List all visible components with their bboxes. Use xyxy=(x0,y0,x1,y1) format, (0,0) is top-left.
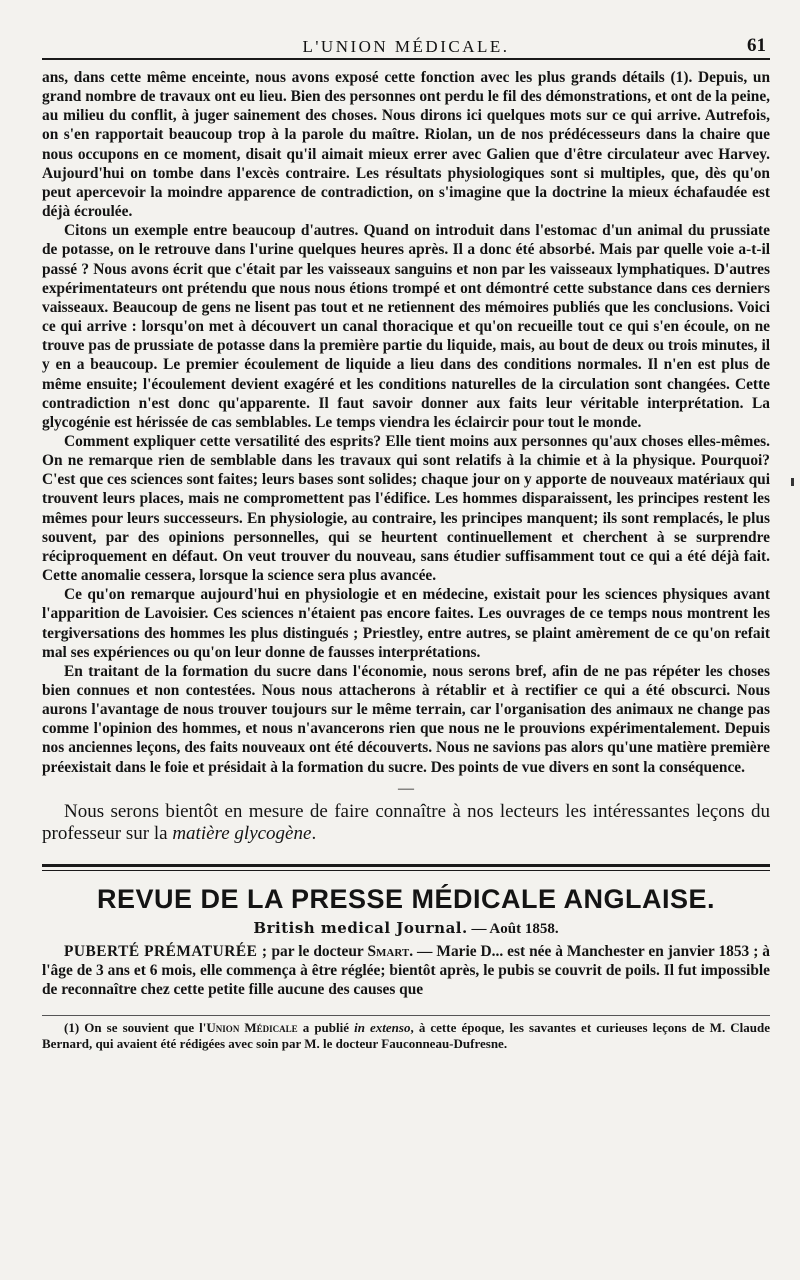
review-text: — Marie D... est née à Manchester en janvier 1853 ; à l'âge de 3 ans et 6 mois, elle commença à être réglée; bientôt après, le pubis se couvrit de poils. Il fut impossible de reconnaître chez cette petite fille aucune des causes que xyxy=(42,942,770,999)
review-lead: PUBERTÉ PRÉMATURÉE ; xyxy=(64,942,268,960)
margin-mark xyxy=(791,478,794,486)
editor-note-end: . xyxy=(311,822,317,844)
separator-dash: — xyxy=(398,779,414,797)
source-journal: British medical Journal. xyxy=(253,918,468,937)
editor-note-emphasis: matière glycogène xyxy=(172,822,312,844)
review-author: Smart. xyxy=(367,942,414,960)
footnote-rest: , à cette époque, les savantes et curieuses leçons de M. Claude Bernard, qui avaient été rédigées avec soin par M. le docteur Fauconneau-Dufresne. xyxy=(42,1019,771,1051)
section-rule xyxy=(42,864,770,871)
editor-note xyxy=(42,801,770,845)
paragraph-4: Ce qu'on remarque aujourd'hui en physiologie et en médecine, existait pour les sciences physiques avant l'apparition de Lavoisier. Ces sciences n'étaient pas encore faites. Les ouvrages de ce temps nous montrent les tergiversations des hommes les plus distingués ; Priestley, entre autres, se plaint amèrement de ce qu'on refait mal ses expériences ou qu'on leur donne de fausses interprétations. xyxy=(42,586,770,661)
footnote xyxy=(42,1015,770,1052)
paragraph-3: Comment expliquer cette versatilité des esprits? Elle tient moins aux personnes qu'aux choses elles-mêmes. On ne remarque rien de semblable dans les travaux qui sont relatifs à la chimie et à la physique. Pourquoi? C'est que ces sciences sont faites; leurs bases sont solides; chaque jour on y apporte de nouveaux matériaux qui trouvent leurs places, mais ne compromettent pas l'édifice. Les hommes disparaissent, les principes restent les mêmes pour leurs successeurs. En physiologie, au contraire, les principes manquent; ils sont remplacés, le plus souvent, par des opinions personnelles, qui se heurtent continuellement et cherchent à se surprendre réciproquement en défaut. On veut trouver du nouveau, sans étudier suffisamment tout ce qui a été déjà fait. Cette anomalie cessera, lorsque la science sera plus avancée. xyxy=(42,432,770,585)
article-body xyxy=(42,68,770,777)
running-header xyxy=(42,0,770,60)
review-by: par le docteur xyxy=(267,942,368,960)
paragraph-2: Citons un exemple entre beaucoup d'autres. Quand on introduit dans l'estomac d'un animal du prussiate de potasse, on le retrouve dans l'urine quelques heures après. Il a donc été absorbé. Mais par quelle voie a-t-il passé ? Nous avons écrit que c'était par les vaisseaux sanguins et non par les vaisseaux lymphatiques. D'autres expérimentateurs ont prétendu que nous nous étions trompé et ont démontré cette substance dans ces derniers vaisseaux. Beaucoup de gens ne lisent pas tout et ne retiennent des mémoires publiés que les conclusions. Voici ce qui arrive : lorsqu'on met à découvert un canal thoracique et qu'on recueille tout ce qui s'en écoule, on ne trouve pas de prussiate de potasse dans la première partie du liquide, mais, au bout de deux ou trois minutes, il y en a beaucoup. Le premier écoulement de liquide a lieu dans des conditions normales. Il n'en est plus de même ensuite; l'écoulement devient exagéré et les conditions naturelles de la circulation sont changées. Cette contradiction n'est donc qu'apparente. Il faut savoir donner aux faits leur véritable interprétation. La glycogénie est hérissée de cas semblables. Le temps viendra les éclaircir pour tout le monde. xyxy=(42,222,770,431)
footnote-prefix: (1) On se souvient que l' xyxy=(64,1019,207,1035)
footnote-emphasis: in extenso xyxy=(354,1019,411,1035)
paragraph-1: ans, dans cette même enceinte, nous avons exposé cette fonction avec les plus grands détails (1). Depuis, un grand nombre de travaux ont eu lieu. Bien des personnes ont perdu le fil des démonstrations, et ont de la peine, au milieu du conflit, à juger sainement des choses. Nous dirons ici quelques mots sur ce qui arrive. Autrefois, on s'en rapportait beaucoup trop à la parole du maître. Riolan, un de nos prédécesseurs dans la chaire que nous occupons en ce moment, disait qu'il aimait mieux errer avec Galien que d'être circulateur avec Harvey. Aujourd'hui on tombe dans l'excès contraire. Les résultats physiologiques sont si multiples, que, dès qu'on peut apercevoir la moindre apparence de contradiction, on s'imagine que la doctrine la mieux échafaudée est déjà écroulée. xyxy=(42,69,770,221)
editor-note-text: Nous serons bientôt en mesure de faire connaître à nos lecteurs les intéressantes leçons du professeur sur la xyxy=(42,800,770,844)
running-title: L'UNION MÉDICALE. xyxy=(302,37,510,56)
footnote-journal: Union Médicale xyxy=(206,1019,298,1035)
review-paragraph xyxy=(42,942,770,1000)
paragraph-5: En traitant de la formation du sucre dans l'économie, nous serons bref, afin de ne pas répéter les choses bien connues et non contestées. Nous nous attacherons à rétablir et à rectifier ce qui a été obscurci. Nous aurons l'avantage de nous trouver toujours sur le même terrain, car l'organisation des animaux ne change pas comme l'opinion des hommes, et nous n'avancerons rien que nous ne le prouvions expérimentalement. Depuis nos anciennes leçons, des faits nouveaux ont été découverts. Nous ne savions pas alors qu'une matière première préexistait dans le foie et présidait à la formation du sucre. Des points de vue divers en sont la conséquence. xyxy=(42,662,770,776)
page-number: 61 xyxy=(747,35,766,56)
source-date: — Août 1858. xyxy=(467,920,559,937)
footnote-mid: a publié xyxy=(297,1019,355,1035)
source-line xyxy=(42,919,770,938)
section-title: REVUE DE LA PRESSE MÉDICALE ANGLAISE. xyxy=(96,883,716,914)
